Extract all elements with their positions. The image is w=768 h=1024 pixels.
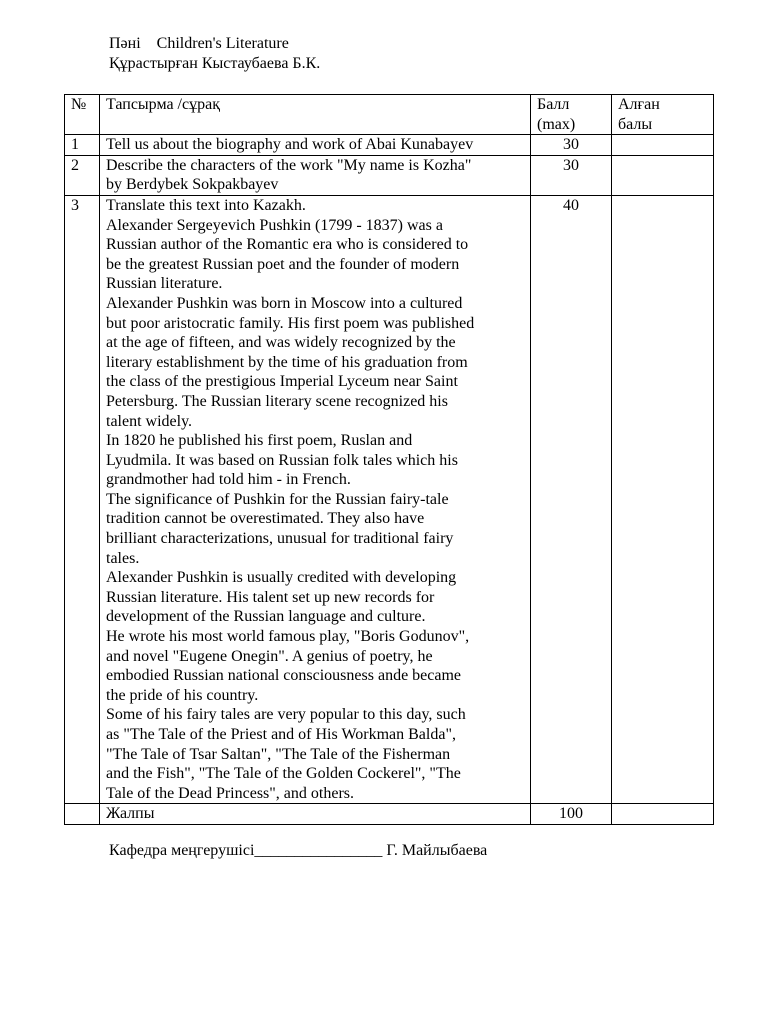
- task-line: by Berdybek Sokpakbayev: [106, 176, 279, 194]
- col-task-header: Тапсырма /сұрақ: [100, 95, 531, 135]
- row-points: 30: [531, 155, 612, 195]
- task-line: Tell us about the biography and work of Abai Kunabayev: [106, 136, 474, 154]
- row-task: [100, 155, 531, 195]
- task-line: at the age of fifteen, and was widely recognized by the: [106, 334, 456, 352]
- task-line: grandmother had told him - in French.: [106, 471, 351, 489]
- task-line: Tale of the Dead Princess", and others.: [106, 784, 354, 802]
- document-header: [109, 34, 320, 74]
- task-line: and novel "Eugene Onegin". A genius of poetry, he: [106, 647, 433, 665]
- department-head-label: Кафедра меңгерушісі________________: [109, 842, 383, 859]
- task-line: In 1820 he published his first poem, Ruslan and: [106, 432, 413, 450]
- col-got-header-line1: Алған: [618, 96, 660, 113]
- task-line: Alexander Pushkin was born in Moscow into a cultured: [106, 294, 463, 312]
- task-line: brilliant characterizations, unusual for traditional fairy: [106, 530, 454, 548]
- tasks-table: [64, 94, 714, 825]
- row-number: 3: [65, 195, 100, 803]
- total-label: Жалпы: [100, 804, 531, 825]
- total-points: 100: [531, 804, 612, 825]
- task-line: development of the Russian language and culture.: [106, 608, 426, 626]
- row-points: 40: [531, 195, 612, 803]
- task-line: The significance of Pushkin for the Russian fairy-tale: [106, 490, 449, 508]
- task-line: and the Fish", "The Tale of the Golden Cockerel", "The: [106, 765, 461, 783]
- row-number: 1: [65, 135, 100, 156]
- task-line: Russian literature. His talent set up new records for: [106, 588, 435, 606]
- task-line: embodied Russian national consciousness ande became: [106, 667, 462, 685]
- author-label: Құрастырған: [109, 55, 198, 72]
- task-line: the pride of his country.: [106, 686, 259, 704]
- task-line: the class of the prestigious Imperial Lyceum near Saint: [106, 373, 458, 391]
- task-line: Some of his fairy tales are very popular to this day, such: [106, 706, 466, 724]
- task-line: talent widely.: [106, 412, 193, 430]
- row-points: 30: [531, 135, 612, 156]
- row-number: 2: [65, 155, 100, 195]
- task-line: "The Tale of Tsar Saltan", "The Tale of the Fisherman: [106, 745, 451, 763]
- row-task: [100, 135, 531, 156]
- row-received: [612, 155, 714, 195]
- col-ball-header: [531, 95, 612, 135]
- table-row: [65, 135, 714, 156]
- task-line: Russian author of the Romantic era who is considered to: [106, 236, 469, 254]
- task-line: tales.: [106, 549, 140, 567]
- task-line: He wrote his most world famous play, "Boris Godunov",: [106, 628, 470, 646]
- subject-label: Пәні: [109, 35, 141, 52]
- total-row: [65, 804, 714, 825]
- task-line: be the greatest Russian poet and the founder of modern: [106, 255, 460, 273]
- table-header-row: [65, 95, 714, 135]
- task-line: Russian literature.: [106, 275, 223, 293]
- col-ball-header-line1: Балл: [537, 96, 570, 113]
- col-got-header: [612, 95, 714, 135]
- row-received: [612, 195, 714, 803]
- subject-value: Children's Literature: [156, 35, 289, 52]
- task-line: Translate this text into Kazakh.: [106, 196, 306, 214]
- table-row: [65, 195, 714, 803]
- task-line: as "The Tale of the Priest and of His Workman Balda",: [106, 726, 456, 743]
- task-line: Alexander Sergeyevich Pushkin (1799 - 1837) was a: [106, 216, 443, 234]
- task-line: Alexander Pushkin is usually credited with developing: [106, 569, 457, 587]
- task-line: tradition cannot be overestimated. They also have: [106, 510, 425, 528]
- task-line: literary establishment by the time of his graduation from: [106, 353, 468, 371]
- task-line: but poor aristocratic family. His first poem was published: [106, 314, 475, 332]
- task-line: Lyudmila. It was based on Russian folk tales which his: [106, 451, 458, 469]
- task-line: Describe the characters of the work "My name is Kozha": [106, 156, 472, 174]
- total-number-cell: [65, 804, 100, 825]
- footer-signature: [109, 842, 487, 860]
- col-got-header-line2: балы: [618, 115, 653, 133]
- task-line: Petersburg. The Russian literary scene recognized his: [106, 392, 448, 410]
- subject-line: [109, 34, 320, 54]
- col-ball-header-line2: (max): [537, 115, 576, 133]
- author-line: [109, 54, 320, 74]
- department-head-name: Г. Майлыбаева: [386, 842, 488, 859]
- total-received: [612, 804, 714, 825]
- author-value: Кыстаубаева Б.К.: [201, 55, 321, 72]
- row-task: [100, 195, 531, 803]
- row-received: [612, 135, 714, 156]
- col-no-header: №: [65, 95, 100, 135]
- table-row: [65, 155, 714, 195]
